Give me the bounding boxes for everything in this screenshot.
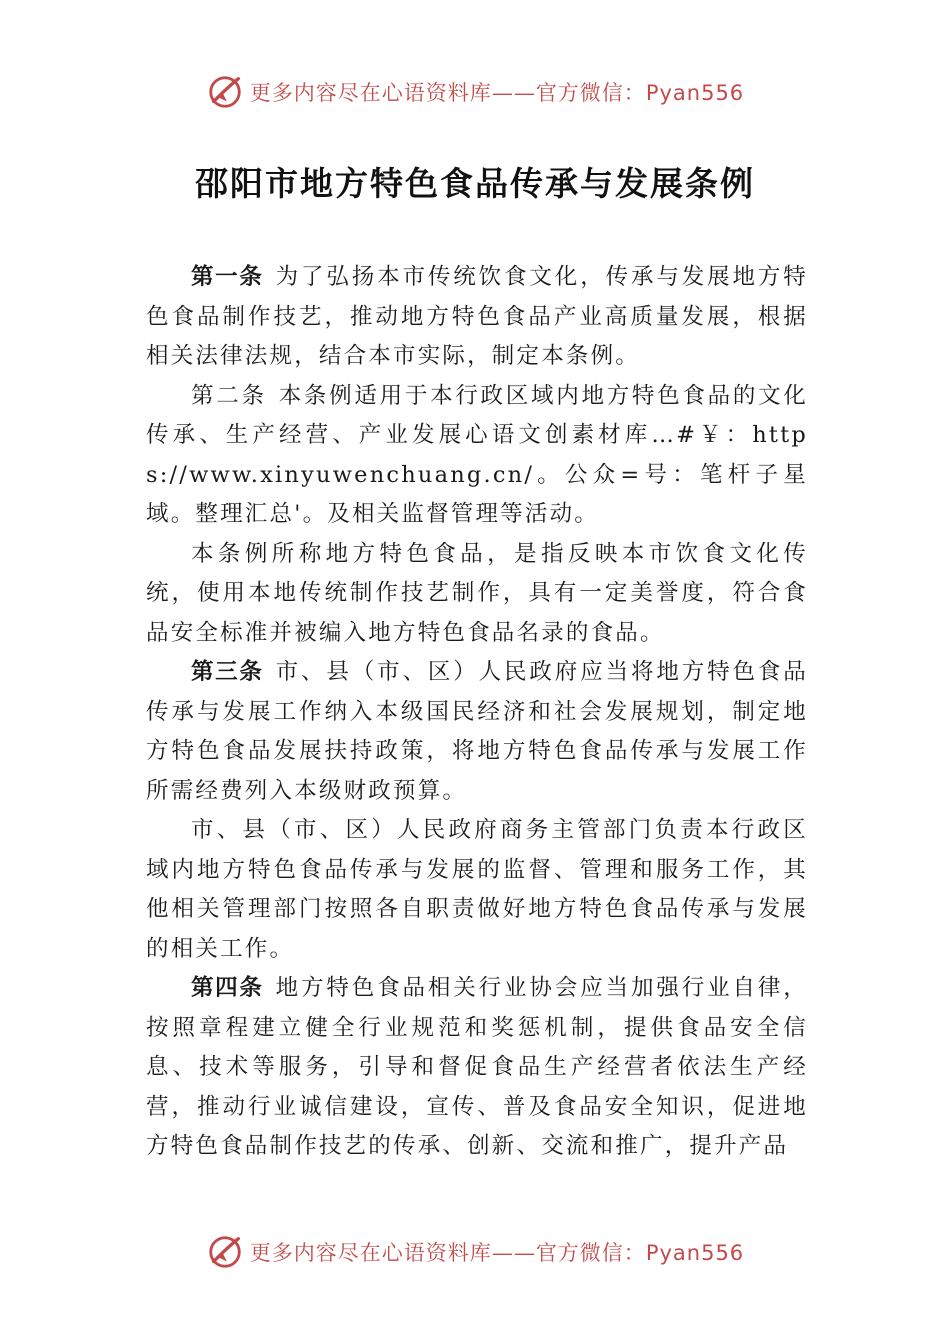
paragraph-text: 市、县（市、区）人民政府应当将地方特色食品传承与发展工作纳入本级国民经济和社会发展规划，制定地方特色食品发展扶持政策，将地方特色食品传承与发展工作所需经费列入本级财政预算。 bbox=[146, 659, 808, 804]
paragraph-text: 本条例所称地方特色食品，是指反映本市饮食文化传统，使用本地传统制作技艺制作，具有一定美誉度，符合食品安全标准并被编入地方特色食品名录的食品。 bbox=[146, 540, 808, 646]
banner-site-name: 更多内容尽在心语资料库 bbox=[249, 1241, 492, 1265]
paragraph-article-3 bbox=[146, 653, 808, 811]
paragraph-article-2-clause-2 bbox=[146, 535, 808, 654]
paragraph-text: 为了弘扬本市传统饮食文化，传承与发展地方特色食品制作技艺，推动地方特色食品产业高质量发展，根据相关法律法规，结合本市实际，制定本条例。 bbox=[146, 264, 808, 369]
paragraph-text: 本条例适用于本行政区域内地方特色食品的文化传承、生产经营、产业发展心语文创素材库…#￥：https://www.xinyuwenchuang.cn/。公众=号：笔杆子星域。整理汇总'。及相关监督管理等活动。 bbox=[146, 382, 809, 527]
banner-text bbox=[250, 1237, 744, 1267]
banner-wechat-id: Pyan556 bbox=[645, 1241, 745, 1265]
banner-separator: —— bbox=[491, 81, 536, 105]
article-heading: 第四条 bbox=[191, 975, 264, 1001]
document-title: 邵阳市地方特色食品传承与发展条例 bbox=[195, 164, 755, 203]
footer-watermark-banner bbox=[0, 1230, 950, 1274]
calligraphy-brush-icon bbox=[206, 73, 244, 111]
paragraph-article-2 bbox=[146, 377, 808, 535]
article-heading: 第一条 bbox=[191, 264, 264, 290]
banner-wechat-label: 官方微信： bbox=[535, 81, 646, 105]
paragraph-article-1 bbox=[146, 258, 808, 377]
article-heading: 第二条 bbox=[191, 382, 267, 409]
paragraph-article-3-clause-2 bbox=[146, 811, 808, 969]
paragraph-text: 地方特色食品相关行业协会应当加强行业自律，按照章程建立健全行业规范和奖惩机制，提供食品安全信息、技术等服务，引导和督促食品生产经营者依法生产经营，推动行业诚信建设，宣传、普及食品安全知识，促进地方特色食品制作技艺的传承、创新、交流和推广，提升产品 bbox=[146, 975, 808, 1159]
banner-separator: —— bbox=[491, 1241, 536, 1265]
paragraph-article-4 bbox=[146, 969, 808, 1167]
article-heading: 第三条 bbox=[191, 659, 264, 685]
paragraph-text: 市、县（市、区）人民政府商务主管部门负责本行政区域内地方特色食品传承与发展的监督、管理和服务工作，其他相关管理部门按照各自职责做好地方特色食品传承与发展的相关工作。 bbox=[146, 817, 808, 962]
banner-wechat-label: 官方微信： bbox=[535, 1241, 646, 1265]
banner-site-name: 更多内容尽在心语资料库 bbox=[249, 81, 492, 105]
document-body bbox=[146, 258, 808, 1167]
header-watermark-banner bbox=[0, 70, 950, 114]
calligraphy-brush-icon bbox=[206, 1233, 244, 1271]
banner-text bbox=[250, 77, 744, 107]
banner-wechat-id: Pyan556 bbox=[645, 81, 745, 105]
